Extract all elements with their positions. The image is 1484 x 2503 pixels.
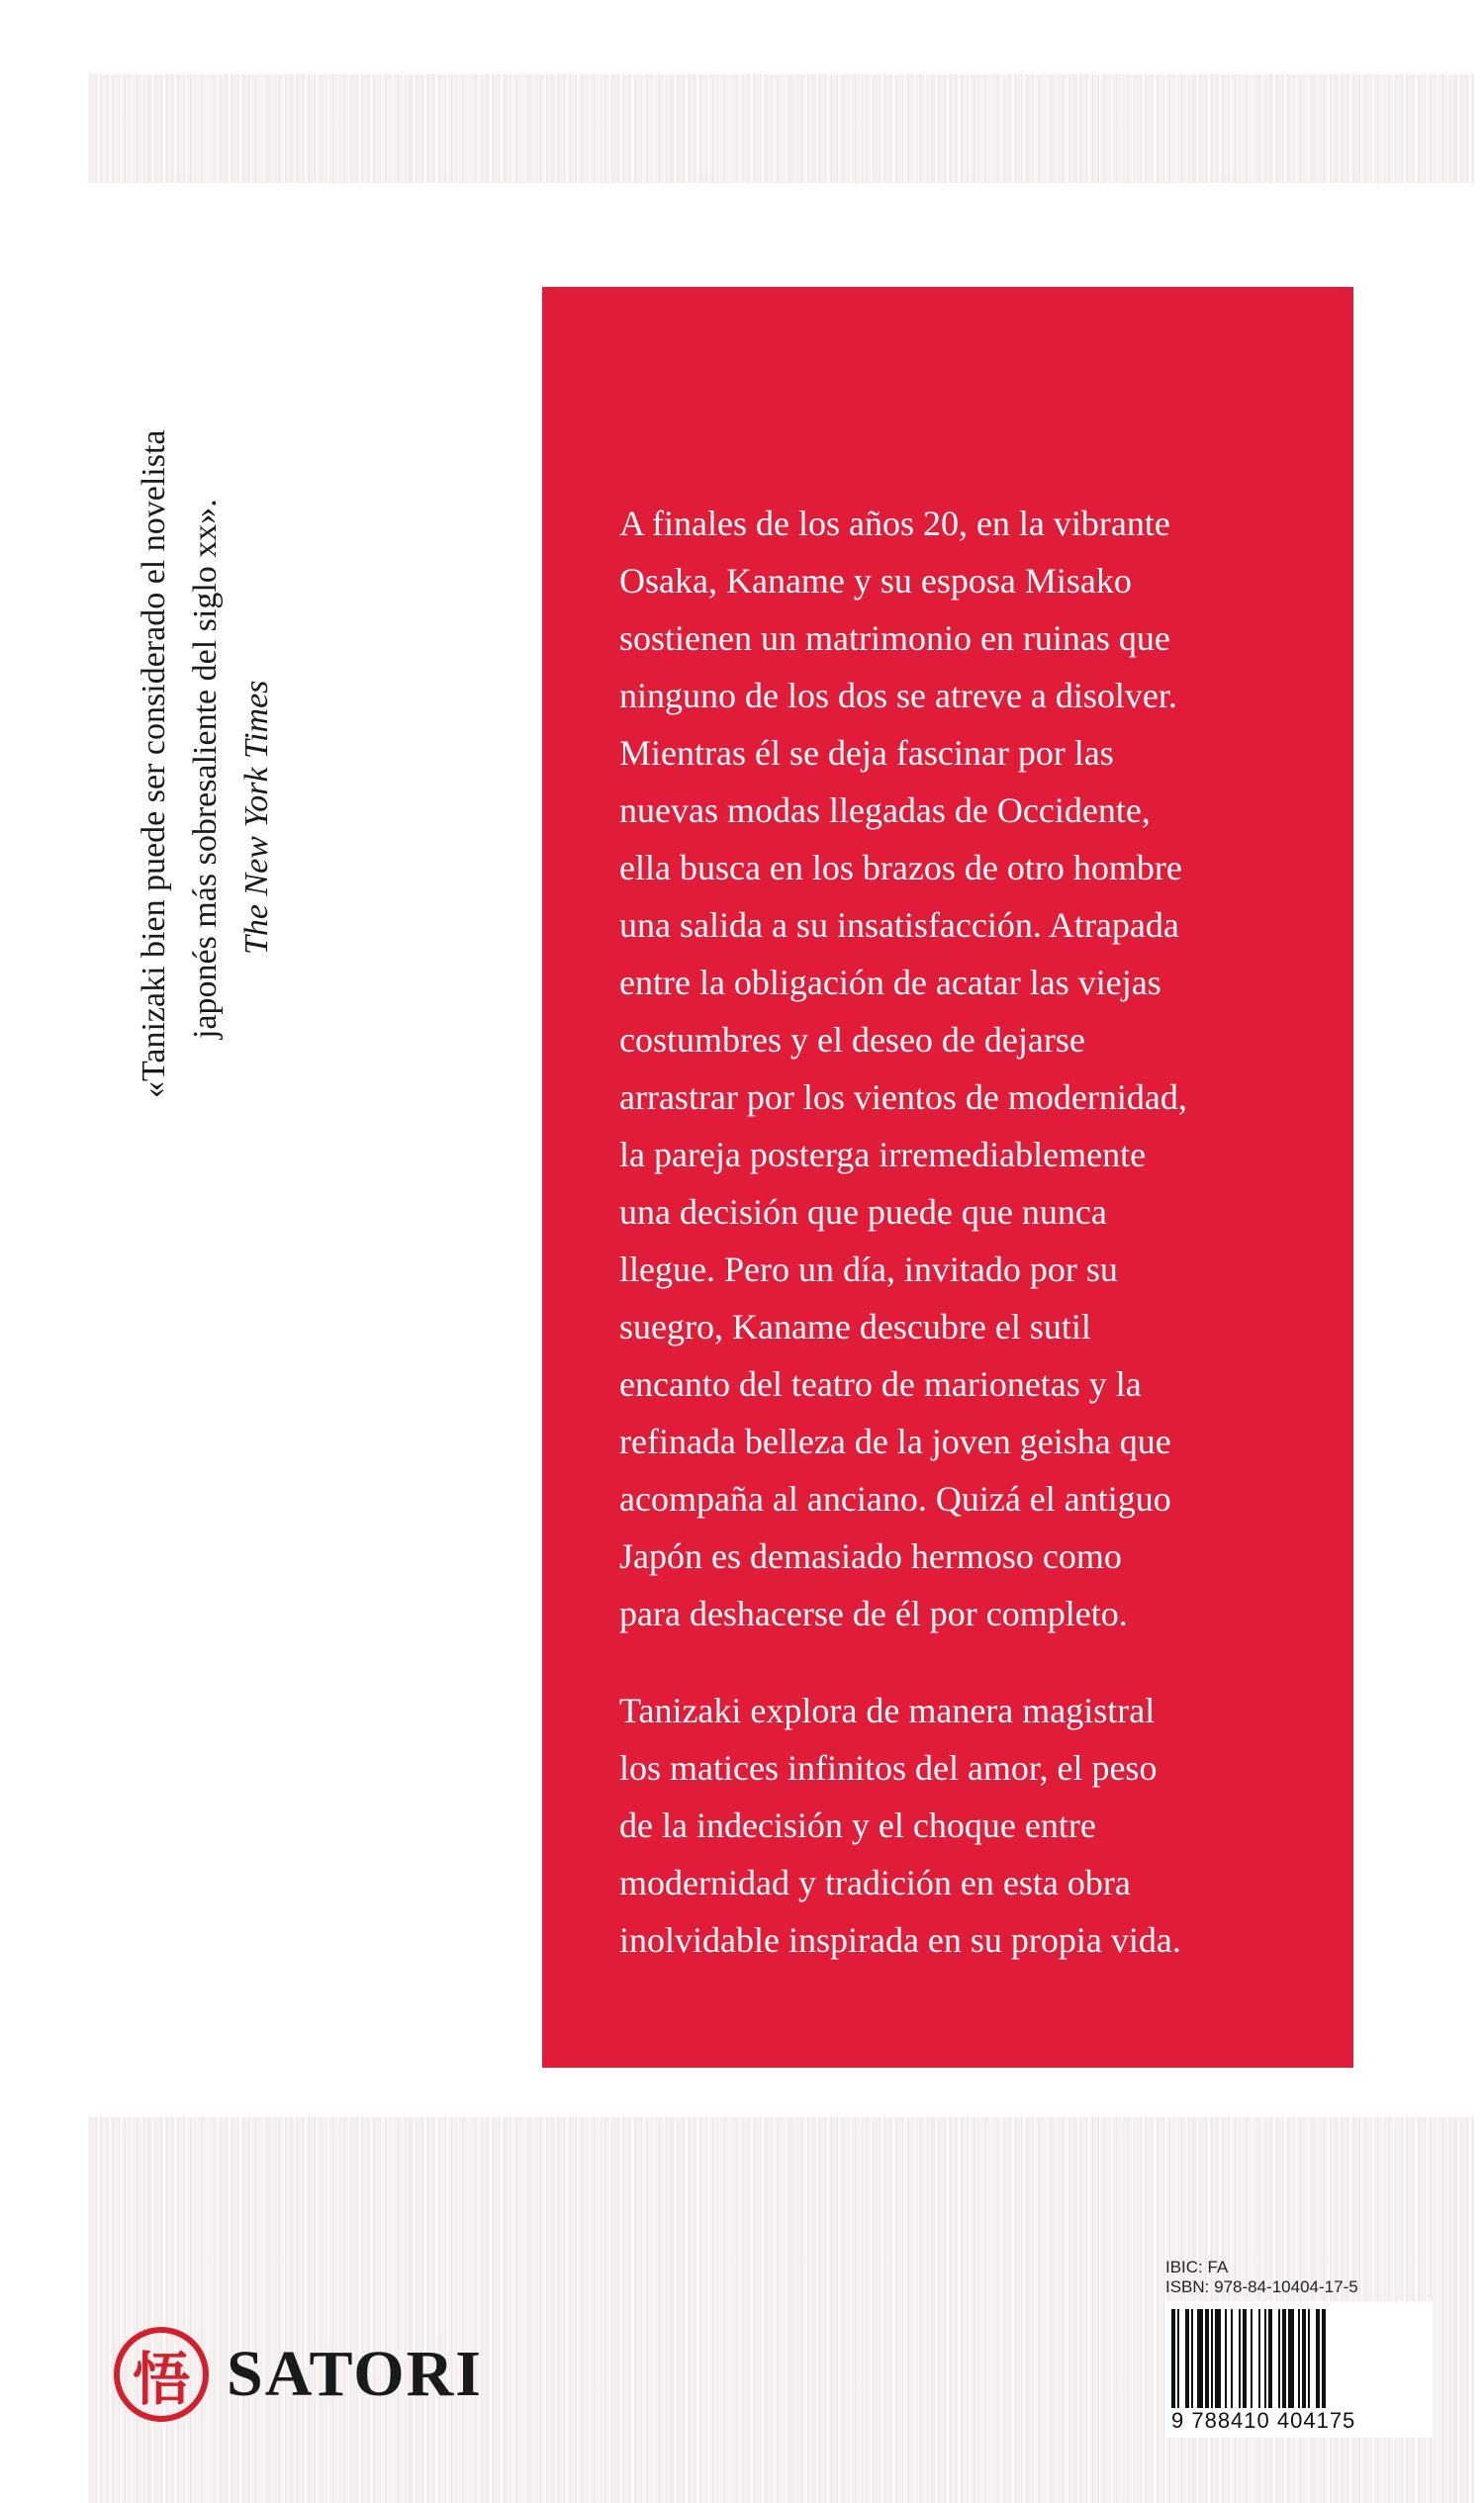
paper-texture-top bbox=[0, 74, 1484, 183]
cover-right-margin bbox=[1474, 0, 1484, 2503]
barcode bbox=[1165, 2301, 1433, 2438]
ibic-code: IBIC: FA bbox=[1165, 2258, 1229, 2276]
quote-line-1: «Tanizaki bien puede ser considerado el novelista bbox=[136, 429, 172, 1098]
synopsis-paragraph-2: Tanizaki explora de manera magistral los matices infinitos del amor, el peso de la indecisión y el choque entre modernidad y tradición en esta obra inolvidable inspirada en su propia vida. bbox=[619, 1691, 1181, 1960]
synopsis-paragraph-1: A finales de los años 20, en la vibrante Osaka, Kaname y su esposa Misako sostienen un matrimonio en ruinas que ninguno de los dos se atreve a disolver. Mientras él se deja fascinar por las nuevas modas llegadas de Occidente, ella busca en los brazos de otro hombre una salida a su insatisfacción. Atrapada entre la obligación de acatar las viejas costumbres y el deseo de dejarse arrastrar por los vientos de modernidad, la pareja posterga irremediablemente una decisión que puede que nunca llegue. Pero un día, invitado por su suegro, Kaname descubre el sutil encanto del teatro de marionetas y la refinada belleza de la joven geisha que acompaña al anciano. Quizá el antiguo Japón es demasiado hermoso como para deshacerse de él por completo. bbox=[619, 504, 1187, 1633]
barcode-bars bbox=[1171, 2309, 1427, 2408]
publisher-logo bbox=[114, 2320, 483, 2429]
synopsis-text bbox=[619, 495, 1332, 1969]
review-quote bbox=[129, 208, 326, 1098]
barcode-block bbox=[1165, 2258, 1433, 2438]
publisher-seal-icon: 悟 bbox=[114, 2327, 209, 2422]
cover-left-margin bbox=[0, 0, 89, 2503]
quote-line-2: japonés más sobresaliente del siglo xx». bbox=[187, 499, 224, 1039]
barcode-digits: 9 788410 404175 bbox=[1171, 2408, 1356, 2433]
barcode-bar bbox=[1326, 2309, 1328, 2408]
publisher-name: SATORI bbox=[227, 2338, 483, 2410]
quote-source: The New York Times bbox=[238, 680, 275, 955]
isbn-code: ISBN: 978-84-10404-17-5 bbox=[1165, 2277, 1358, 2296]
